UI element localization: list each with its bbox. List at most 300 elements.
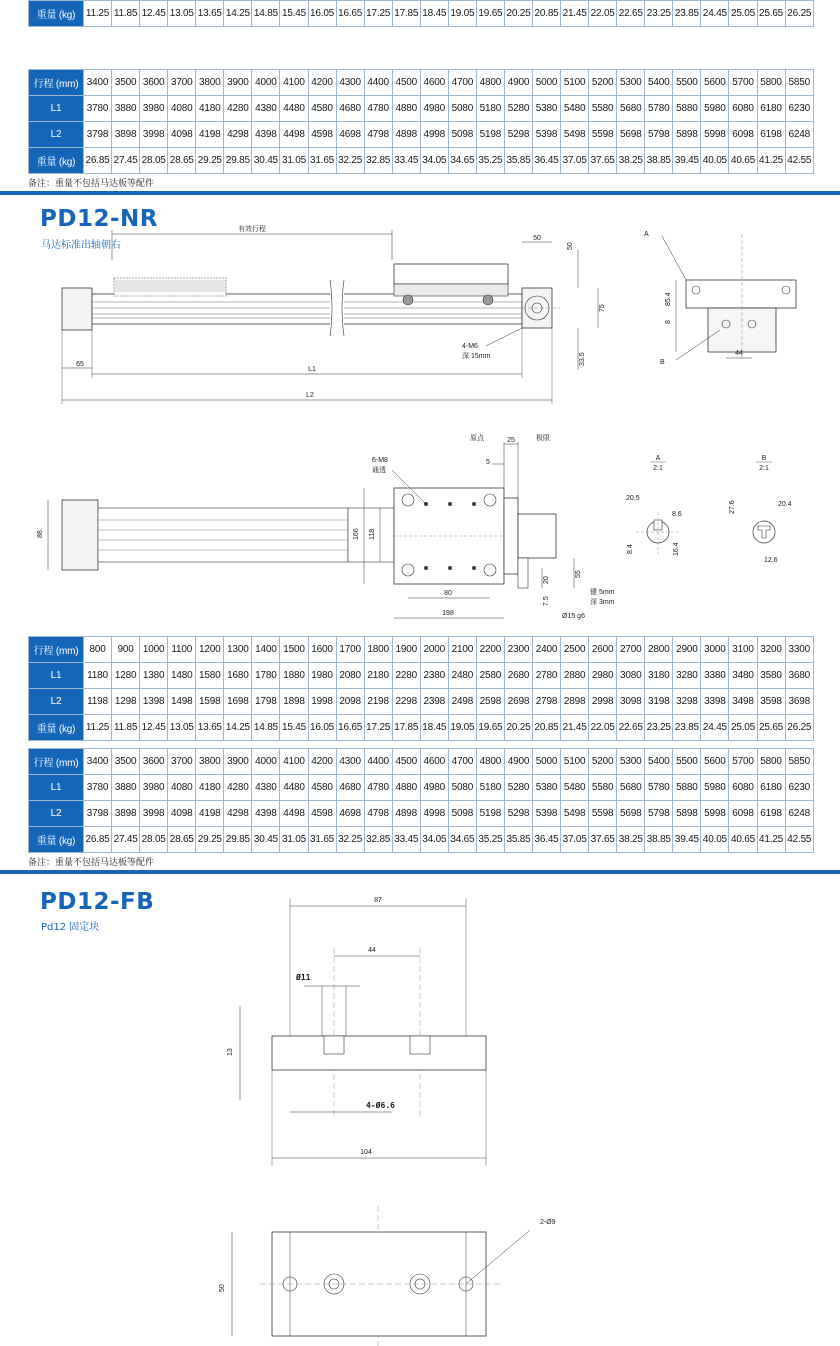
- table-cell: 6180: [757, 775, 785, 801]
- note-weight: 备注：重量不包括马达板等配件: [28, 179, 155, 189]
- table-row: [29, 827, 814, 853]
- table-cell: 4100: [280, 70, 308, 96]
- table-cell: 34.05: [420, 827, 448, 853]
- table-cell: 35.25: [476, 827, 504, 853]
- table-cell: 22.65: [617, 715, 645, 741]
- table-cell: 3300: [785, 637, 813, 663]
- table-cell: 4198: [196, 122, 224, 148]
- table-cell: 19.05: [448, 715, 476, 741]
- table-cell: 3898: [112, 122, 140, 148]
- table-cell: 4000: [252, 749, 280, 775]
- table-cell: 3100: [729, 637, 757, 663]
- table-cell: 20.25: [504, 1, 532, 27]
- table-cell: 1380: [140, 663, 168, 689]
- dim-50-width: 50: [533, 235, 541, 242]
- dim-8-4: 8.4: [627, 544, 634, 554]
- shaft-label: Ø15 g6: [562, 613, 585, 620]
- table-cell: 3500: [112, 70, 140, 96]
- table-cell: 38.25: [617, 827, 645, 853]
- table-cell: 3480: [729, 663, 757, 689]
- table-cell: 5700: [729, 749, 757, 775]
- table-cell: 3800: [196, 70, 224, 96]
- table-cell: 6098: [729, 122, 757, 148]
- table-cell: 26.85: [84, 148, 112, 174]
- table-cell: 1198: [84, 689, 112, 715]
- table-cell: 4400: [364, 749, 392, 775]
- table-cell: 5850: [785, 70, 813, 96]
- table-cell: 2398: [420, 689, 448, 715]
- table-cell: 4380: [252, 96, 280, 122]
- table-cell: 11.85: [112, 1, 140, 27]
- dim-20-5: 20.5: [626, 495, 640, 502]
- tap-depth-label: 深 15mm: [462, 353, 491, 360]
- table-row: [29, 663, 814, 689]
- table-cell: 5850: [785, 749, 813, 775]
- table-cell: 4780: [364, 96, 392, 122]
- table-cell: 17.25: [364, 715, 392, 741]
- table-row: [29, 775, 814, 801]
- table-cell: 2698: [504, 689, 532, 715]
- table-cell: 4898: [392, 122, 420, 148]
- table-cell: 4398: [252, 801, 280, 827]
- table-row: [29, 715, 814, 741]
- table-cell: 4200: [308, 749, 336, 775]
- table-cell: 4680: [336, 96, 364, 122]
- table-cell: 3198: [645, 689, 673, 715]
- table-cell: 2280: [392, 663, 420, 689]
- view-a-marker: A: [644, 231, 649, 238]
- table-cell: 21.45: [561, 1, 589, 27]
- table-cell: 33.45: [392, 827, 420, 853]
- table-row: [29, 689, 814, 715]
- row-header: L2: [29, 689, 84, 715]
- table-cell: 5100: [561, 749, 589, 775]
- pd12-nr-top-view-drawing: [0, 428, 840, 628]
- table-cell: 5180: [476, 775, 504, 801]
- table-cell: 3980: [140, 96, 168, 122]
- table-cell: 1180: [84, 663, 112, 689]
- table-cell: 2998: [589, 689, 617, 715]
- table-cell: 4898: [392, 801, 420, 827]
- dim-118: 118: [369, 528, 376, 540]
- table-cell: 32.85: [364, 148, 392, 174]
- table-cell: 2580: [476, 663, 504, 689]
- table-cell: 2098: [336, 689, 364, 715]
- table-cell: 24.45: [701, 715, 729, 741]
- table-cell: 3880: [112, 775, 140, 801]
- pd12-nr-side-view-drawing: [0, 220, 840, 420]
- table-cell: 11.85: [112, 715, 140, 741]
- note-weight-2: 备注：重量不包括马达板等配件: [28, 858, 155, 868]
- dim-13: 13: [227, 1048, 234, 1056]
- table-cell: 2500: [561, 637, 589, 663]
- table-cell: 1700: [336, 637, 364, 663]
- table-cell: 4480: [280, 96, 308, 122]
- table-cell: 4000: [252, 70, 280, 96]
- table-cell: 5480: [561, 96, 589, 122]
- table-cell: 1680: [224, 663, 252, 689]
- table-cell: 3880: [112, 96, 140, 122]
- table-cell: 5598: [589, 801, 617, 827]
- table-cell: 2298: [392, 689, 420, 715]
- table-cell: 19.65: [476, 715, 504, 741]
- table-cell: 5380: [533, 775, 561, 801]
- table-cell: 4180: [196, 96, 224, 122]
- table-cell: 5800: [757, 749, 785, 775]
- table-cell: 32.85: [364, 827, 392, 853]
- spec-table-long-stroke: [28, 748, 814, 853]
- table-cell: 4580: [308, 96, 336, 122]
- key-label: 键 5mm: [590, 589, 615, 596]
- table-cell: 2600: [589, 637, 617, 663]
- table-cell: 4080: [168, 775, 196, 801]
- table-cell: 4698: [336, 801, 364, 827]
- table-cell: 39.45: [673, 148, 701, 174]
- table-cell: 11.25: [84, 715, 112, 741]
- row-header: 行程 (mm): [29, 70, 84, 96]
- table-cell: 5798: [645, 801, 673, 827]
- table-cell: 5698: [617, 122, 645, 148]
- table-cell: 5080: [448, 775, 476, 801]
- dim-25: 25: [507, 437, 515, 444]
- table-cell: 5000: [533, 749, 561, 775]
- table-cell: 4298: [224, 801, 252, 827]
- dim-50-height: 50: [567, 242, 574, 250]
- detail-b-scale: 2:1: [759, 465, 769, 472]
- table-cell: 37.65: [589, 827, 617, 853]
- table-cell: 4098: [168, 122, 196, 148]
- table-cell: 4798: [364, 122, 392, 148]
- table-cell: 17.85: [392, 1, 420, 27]
- pd12-fb-fixed-block-drawing: [0, 876, 840, 1346]
- row-header: L2: [29, 801, 84, 827]
- row-header: L1: [29, 96, 84, 122]
- table-cell: 1600: [308, 637, 336, 663]
- table-cell: 2980: [589, 663, 617, 689]
- table-cell: 5098: [448, 122, 476, 148]
- table-cell: 4680: [336, 775, 364, 801]
- table-cell: 5180: [476, 96, 504, 122]
- table-cell: 3700: [168, 749, 196, 775]
- table-cell: 4300: [336, 70, 364, 96]
- table-cell: 4698: [336, 122, 364, 148]
- table-cell: 5698: [617, 801, 645, 827]
- table-cell: 26.85: [84, 827, 112, 853]
- table-cell: 3500: [112, 749, 140, 775]
- table-cell: 2480: [448, 663, 476, 689]
- table-cell: 22.05: [589, 1, 617, 27]
- table-cell: 35.25: [476, 148, 504, 174]
- table-cell: 6230: [785, 96, 813, 122]
- table-cell: 5500: [673, 749, 701, 775]
- row-header: L1: [29, 663, 84, 689]
- table-cell: 5200: [589, 749, 617, 775]
- table-cell: 1000: [140, 637, 168, 663]
- table-cell: 4900: [504, 70, 532, 96]
- table-cell: 3780: [84, 96, 112, 122]
- table-cell: 12.45: [140, 1, 168, 27]
- row-header: L2: [29, 122, 84, 148]
- table-cell: 5398: [533, 122, 561, 148]
- table-cell: 3800: [196, 749, 224, 775]
- table-cell: 3600: [140, 749, 168, 775]
- table-cell: 38.85: [645, 148, 673, 174]
- table-cell: 42.55: [785, 148, 813, 174]
- table-cell: 13.05: [168, 715, 196, 741]
- table-cell: 3698: [785, 689, 813, 715]
- table-cell: 16.05: [308, 715, 336, 741]
- table-cell: 3380: [701, 663, 729, 689]
- table-cell: 5000: [533, 70, 561, 96]
- table-cell: 5380: [533, 96, 561, 122]
- table-cell: 13.05: [168, 1, 196, 27]
- table-cell: 1398: [140, 689, 168, 715]
- table-cell: 4998: [420, 122, 448, 148]
- table-cell: 5600: [701, 749, 729, 775]
- table-cell: 5998: [701, 122, 729, 148]
- table-cell: 28.05: [140, 827, 168, 853]
- table-cell: 6080: [729, 775, 757, 801]
- table-cell: 6198: [757, 801, 785, 827]
- table-cell: 4900: [504, 749, 532, 775]
- table-cell: 2798: [533, 689, 561, 715]
- detail-a-title: A: [655, 455, 661, 462]
- table-cell: 29.85: [224, 827, 252, 853]
- table-cell: 2080: [336, 663, 364, 689]
- table-cell: 5580: [589, 96, 617, 122]
- table-cell: 3398: [701, 689, 729, 715]
- table-row: [29, 1, 814, 27]
- table-cell: 16.65: [336, 1, 364, 27]
- spec-table-standard-stroke: [28, 636, 814, 741]
- table-cell: 4800: [476, 749, 504, 775]
- table-cell: 4600: [420, 70, 448, 96]
- table-cell: 20.85: [533, 715, 561, 741]
- table-cell: 5898: [673, 801, 701, 827]
- table-cell: 2198: [364, 689, 392, 715]
- table-cell: 5280: [504, 775, 532, 801]
- table-cell: 2680: [504, 663, 532, 689]
- table-cell: 40.05: [701, 148, 729, 174]
- table-cell: 24.45: [701, 1, 729, 27]
- table-cell: 38.85: [645, 827, 673, 853]
- spec-table-top-long-stroke: [28, 69, 814, 174]
- table-cell: 2598: [476, 689, 504, 715]
- dim-20-4: 20.4: [778, 501, 792, 508]
- table-cell: 13.65: [196, 715, 224, 741]
- table-cell: 1598: [196, 689, 224, 715]
- table-cell: 2380: [420, 663, 448, 689]
- table-cell: 3280: [673, 663, 701, 689]
- table-cell: 1280: [112, 663, 140, 689]
- table-cell: 28.65: [168, 148, 196, 174]
- table-cell: 4998: [420, 801, 448, 827]
- table-cell: 5680: [617, 775, 645, 801]
- section-title-pd12-nr: PD12-NR: [40, 206, 158, 232]
- table-cell: 3298: [673, 689, 701, 715]
- row-header: 行程 (mm): [29, 637, 84, 663]
- table-cell: 900: [112, 637, 140, 663]
- dim-l2: L2: [306, 392, 314, 399]
- dim-88: 88: [37, 530, 44, 538]
- table-cell: 36.45: [533, 148, 561, 174]
- table-cell: 30.45: [252, 148, 280, 174]
- table-cell: 5100: [561, 70, 589, 96]
- table-cell: 15.45: [280, 1, 308, 27]
- table-cell: 3498: [729, 689, 757, 715]
- table-cell: 41.25: [757, 827, 785, 853]
- table-row: [29, 70, 814, 96]
- table-row: [29, 122, 814, 148]
- table-cell: 5400: [645, 70, 673, 96]
- table-cell: 37.05: [561, 827, 589, 853]
- table-cell: 12.45: [140, 715, 168, 741]
- table-cell: 14.85: [252, 715, 280, 741]
- table-cell: 1298: [112, 689, 140, 715]
- row-header: 重量 (kg): [29, 1, 84, 27]
- table-cell: 31.65: [308, 827, 336, 853]
- table-cell: 1800: [364, 637, 392, 663]
- section-subtitle-pd12-fb: Pd12 固定块: [41, 922, 100, 933]
- table-cell: 41.25: [757, 148, 785, 174]
- table-cell: 2780: [533, 663, 561, 689]
- table-cell: 3998: [140, 801, 168, 827]
- table-cell: 6198: [757, 122, 785, 148]
- table-cell: 6180: [757, 96, 785, 122]
- detail-b-title: B: [761, 455, 767, 462]
- dim-27-6: 27.6: [729, 500, 736, 514]
- table-cell: 17.85: [392, 715, 420, 741]
- table-cell: 5300: [617, 70, 645, 96]
- table-cell: 38.25: [617, 148, 645, 174]
- table-cell: 2700: [617, 637, 645, 663]
- table-cell: 42.55: [785, 827, 813, 853]
- table-cell: 19.65: [476, 1, 504, 27]
- table-cell: 5500: [673, 70, 701, 96]
- section-subtitle-pd12-nr: 马达标准出轴朝右: [41, 240, 121, 251]
- table-cell: 5798: [645, 122, 673, 148]
- table-cell: 2800: [645, 637, 673, 663]
- table-cell: 4700: [448, 749, 476, 775]
- dim-16-4: 16.4: [673, 542, 680, 556]
- table-cell: 5998: [701, 801, 729, 827]
- table-cell: 34.05: [420, 148, 448, 174]
- table-cell: 1498: [168, 689, 196, 715]
- table-cell: 2898: [561, 689, 589, 715]
- detail-a-scale: 2:1: [653, 465, 663, 472]
- table-cell: 3580: [757, 663, 785, 689]
- table-cell: 6248: [785, 122, 813, 148]
- table-cell: 5280: [504, 96, 532, 122]
- table-cell: 29.85: [224, 148, 252, 174]
- table-cell: 1480: [168, 663, 196, 689]
- table-cell: 4580: [308, 775, 336, 801]
- table-cell: 2100: [448, 637, 476, 663]
- table-cell: 4280: [224, 96, 252, 122]
- table-cell: 6080: [729, 96, 757, 122]
- table-cell: 6230: [785, 775, 813, 801]
- dim-198: 198: [442, 610, 454, 617]
- table-cell: 37.65: [589, 148, 617, 174]
- table-cell: 5298: [504, 801, 532, 827]
- table-cell: 3680: [785, 663, 813, 689]
- table-cell: 40.05: [701, 827, 729, 853]
- table-cell: 2180: [364, 663, 392, 689]
- table-cell: 4600: [420, 749, 448, 775]
- table-cell: 1780: [252, 663, 280, 689]
- table-cell: 3598: [757, 689, 785, 715]
- table-cell: 1880: [280, 663, 308, 689]
- table-cell: 40.65: [729, 148, 757, 174]
- table-cell: 2498: [448, 689, 476, 715]
- table-cell: 20.85: [533, 1, 561, 27]
- table-cell: 37.05: [561, 148, 589, 174]
- table-cell: 800: [84, 637, 112, 663]
- dim-12-6: 12.6: [764, 557, 778, 564]
- table-cell: 25.65: [757, 1, 785, 27]
- table-cell: 3098: [617, 689, 645, 715]
- table-cell: 23.25: [645, 715, 673, 741]
- table-cell: 27.45: [112, 827, 140, 853]
- table-cell: 1500: [280, 637, 308, 663]
- table-cell: 2000: [420, 637, 448, 663]
- table-cell: 2200: [476, 637, 504, 663]
- table-cell: 4780: [364, 775, 392, 801]
- table-cell: 5480: [561, 775, 589, 801]
- table-cell: 5980: [701, 775, 729, 801]
- table-cell: 5400: [645, 749, 673, 775]
- table-cell: 4500: [392, 749, 420, 775]
- table-cell: 18.45: [420, 715, 448, 741]
- table-cell: 4180: [196, 775, 224, 801]
- table-cell: 1998: [308, 689, 336, 715]
- table-cell: 39.45: [673, 827, 701, 853]
- table-cell: 3600: [140, 70, 168, 96]
- dim-7-5: 7.5: [543, 596, 550, 606]
- table-cell: 5580: [589, 775, 617, 801]
- table-cell: 3000: [701, 637, 729, 663]
- table-cell: 5498: [561, 122, 589, 148]
- key-depth-label: 深 3mm: [590, 599, 615, 606]
- table-cell: 4098: [168, 801, 196, 827]
- table-cell: 6098: [729, 801, 757, 827]
- table-cell: 4598: [308, 122, 336, 148]
- holes-4-label: 4-Ø6.6: [366, 1101, 395, 1110]
- dim-75: 75: [599, 304, 606, 312]
- table-cell: 35.85: [504, 148, 532, 174]
- table-cell: 14.85: [252, 1, 280, 27]
- table-cell: 1100: [168, 637, 196, 663]
- table-cell: 5898: [673, 122, 701, 148]
- table-cell: 4080: [168, 96, 196, 122]
- table-cell: 6248: [785, 801, 813, 827]
- dim-8: 8: [665, 320, 672, 324]
- table-cell: 1898: [280, 689, 308, 715]
- table-cell: 23.25: [645, 1, 673, 27]
- dim-44: 44: [735, 350, 743, 357]
- table-cell: 4800: [476, 70, 504, 96]
- table-cell: 4980: [420, 775, 448, 801]
- dim-85-4: 85.4: [665, 292, 672, 306]
- dim-104: 104: [360, 1149, 372, 1156]
- table-cell: 3080: [617, 663, 645, 689]
- table-cell: 5298: [504, 122, 532, 148]
- table-cell: 4880: [392, 775, 420, 801]
- table-cell: 22.05: [589, 715, 617, 741]
- table-cell: 5498: [561, 801, 589, 827]
- holes-label: 6-M8: [372, 457, 388, 464]
- table-cell: 5098: [448, 801, 476, 827]
